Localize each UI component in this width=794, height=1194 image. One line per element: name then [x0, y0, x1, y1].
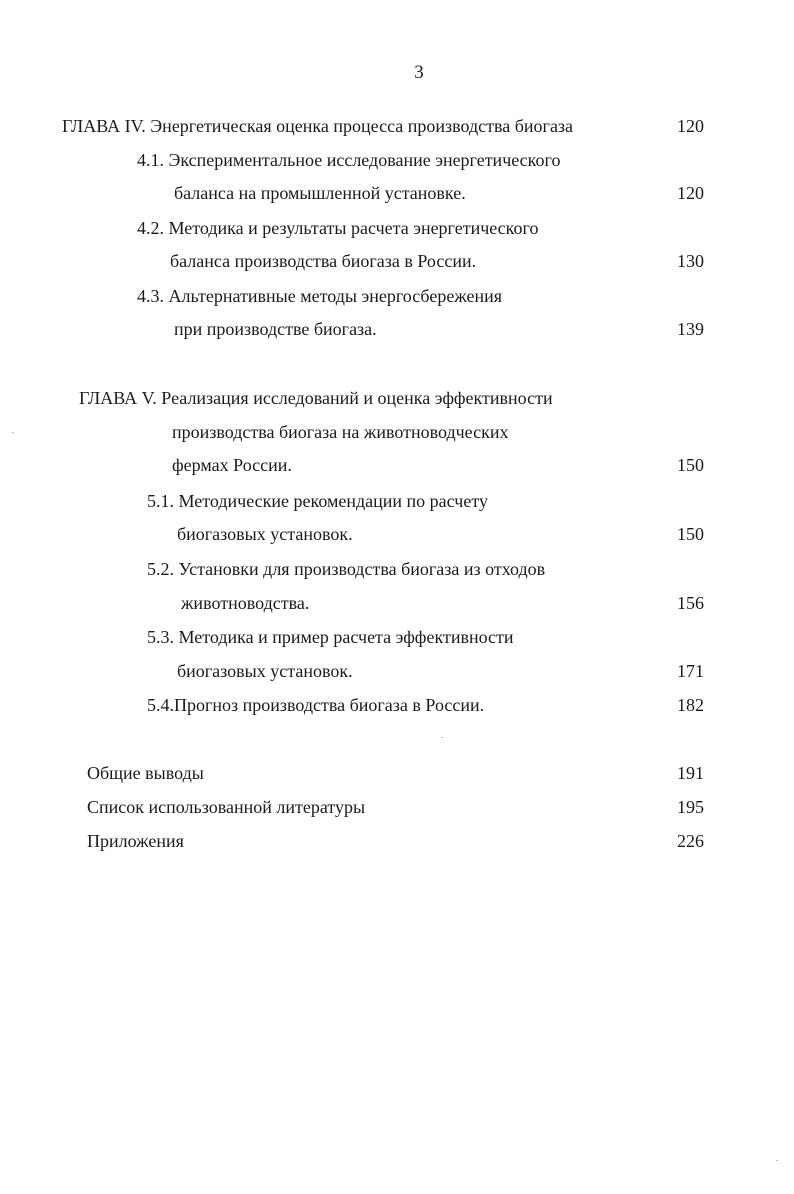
toc-general-conclusions: Общие выводы	[87, 763, 204, 783]
toc-section-4-2-cont: баланса производства биогаза в России.	[170, 251, 477, 271]
toc-section-4-2: 4.2. Методика и результаты расчета энергетического	[137, 218, 539, 238]
toc-section-4-3-cont: при производстве биогаза.	[174, 319, 377, 339]
toc-page-number: 120	[677, 116, 704, 136]
toc-page-number: 156	[677, 593, 704, 613]
toc-page-number: 226	[677, 831, 704, 851]
toc-page-number: 171	[677, 661, 704, 681]
toc-appendices: Приложения	[87, 831, 184, 851]
toc-section-5-2-cont: животноводства.	[181, 593, 310, 613]
toc-section-5-3-cont: биогазовых установок.	[177, 661, 353, 681]
toc-chapter-5-title-cont: фермах России.	[172, 455, 292, 475]
toc-page-number: 191	[677, 763, 704, 783]
scan-speck	[12, 432, 14, 433]
toc-page-number: 139	[677, 319, 704, 339]
toc-section-5-2: 5.2. Установки для производства биогаза из отходов	[147, 559, 546, 579]
toc-section-5-1: 5.1. Методические рекомендации по расчету	[147, 491, 488, 511]
toc-section-5-3: 5.3. Методика и пример расчета эффективности	[147, 627, 514, 647]
scan-speck	[441, 737, 443, 738]
toc-section-4-3: 4.3. Альтернативные методы энергосбережения	[137, 286, 503, 306]
scan-speck	[776, 1160, 778, 1161]
toc-page-number: 182	[677, 695, 704, 715]
toc-page-number: 150	[677, 455, 704, 475]
toc-section-4-1: 4.1. Экспериментальное исследование энергетического	[137, 150, 561, 170]
toc-references: Список использованной литературы	[87, 797, 366, 817]
toc-chapter-4-title: ГЛАВА IV. Энергетическая оценка процесса производства биогаза	[62, 116, 574, 136]
toc-section-5-4: 5.4.Прогноз производства биогаза в России.	[147, 695, 485, 715]
toc-page-number: 150	[677, 524, 704, 544]
toc-chapter-5-title: ГЛАВА V. Реализация исследований и оценка эффективности	[79, 388, 553, 408]
page-number: 3	[414, 62, 424, 83]
toc-chapter-5-title-cont: производства биогаза на животноводческих	[172, 422, 509, 442]
toc-page-number: 195	[677, 797, 704, 817]
toc-section-5-1-cont: биогазовых установок.	[177, 524, 353, 544]
toc-section-4-1-cont: баланса на промышленной установке.	[174, 183, 466, 203]
toc-page-number: 130	[677, 251, 704, 271]
toc-page-number: 120	[677, 183, 704, 203]
